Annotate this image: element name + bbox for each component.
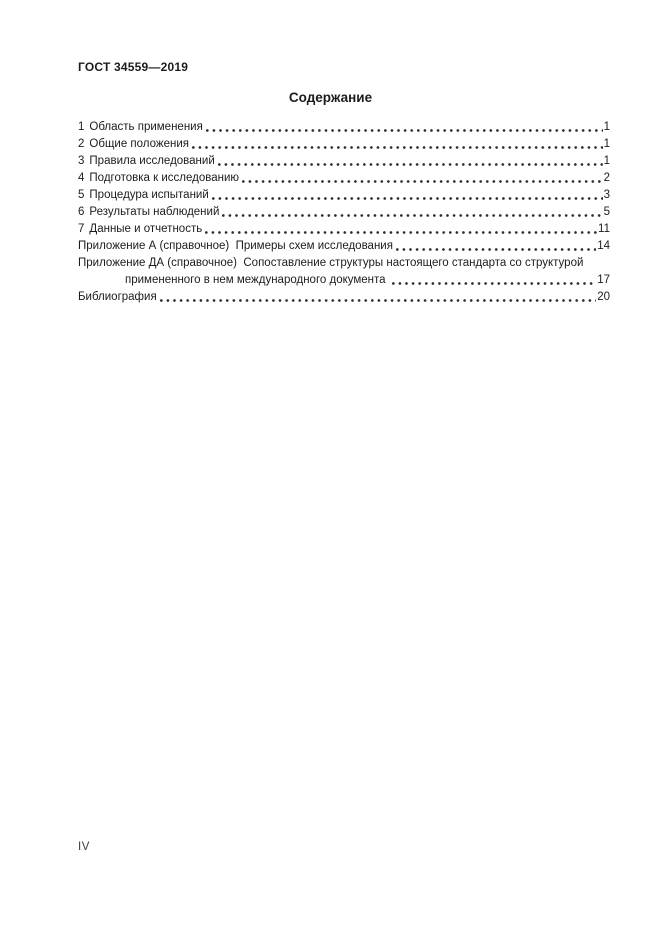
toc-entry-number: 6 [78, 206, 85, 218]
toc-entry-label: Данные и отчетность [89, 223, 203, 235]
page-title: Содержание [288, 90, 373, 105]
toc-entry [78, 119, 610, 136]
toc-entry-appendix-a [78, 238, 610, 255]
toc-entry [78, 187, 610, 204]
page-number-footer: IV [78, 841, 90, 853]
toc-entry-page: 20 [597, 291, 610, 303]
toc-entry-number: 4 [78, 172, 85, 184]
toc-entry-label: Общие положения [89, 138, 189, 150]
dot-leader [206, 127, 603, 134]
toc-entry [78, 153, 610, 170]
toc-entry [78, 136, 610, 153]
toc-entry [78, 170, 610, 187]
dot-leader [392, 280, 597, 287]
toc-entry-page: 14 [597, 240, 610, 252]
toc-entry-number: 1 [78, 121, 85, 133]
dot-leader [222, 212, 602, 219]
toc-entry-page: 3 [603, 189, 610, 201]
toc-entry-bibliography [78, 289, 610, 306]
toc-entry-appendix-da [78, 255, 610, 289]
toc-entry-label: Правила исследований [89, 155, 215, 167]
toc-entry [78, 221, 610, 238]
toc-entry-label-line1: Приложение ДА (справочное) Сопоставление структуры настоящего стандарта со структурой [78, 257, 584, 269]
toc-entry-label: Библиография [78, 291, 157, 303]
toc-entry-number: 2 [78, 138, 85, 150]
dot-leader [160, 297, 597, 304]
toc-entry-page: 5 [603, 206, 610, 218]
table-of-contents [78, 119, 610, 306]
toc-entry-label: Область применения [89, 121, 203, 133]
toc-entry-number: 5 [78, 189, 85, 201]
toc-entry-label: Процедура испытаний [89, 189, 209, 201]
dot-leader [205, 229, 597, 236]
toc-entry-page: 2 [603, 172, 610, 184]
toc-entry-page: 17 [597, 274, 610, 286]
toc-entry-page: 11 [598, 223, 610, 235]
toc-entry-line2 [125, 272, 610, 289]
dot-leader [396, 246, 596, 253]
toc-entry-label-line2: примененного в нем международного документа [125, 274, 386, 286]
toc-entry [78, 204, 610, 221]
toc-entry-label: Подготовка к исследованию [89, 172, 240, 184]
dot-leader [242, 178, 603, 185]
toc-entry-label: Результаты наблюдений [89, 206, 220, 218]
dot-leader [192, 144, 603, 151]
toc-entry-number: 7 [78, 223, 85, 235]
toc-entry-page: 1 [603, 138, 610, 150]
toc-entry-label: Приложение А (справочное) Примеры схем исследования [78, 240, 393, 252]
toc-entry-page: 1 [603, 155, 610, 167]
toc-entry-page: 1 [603, 121, 610, 133]
document-standard-number: ГОСТ 34559—2019 [78, 60, 189, 74]
dot-leader [212, 195, 603, 202]
toc-entry-number: 3 [78, 155, 85, 167]
dot-leader [218, 161, 603, 168]
